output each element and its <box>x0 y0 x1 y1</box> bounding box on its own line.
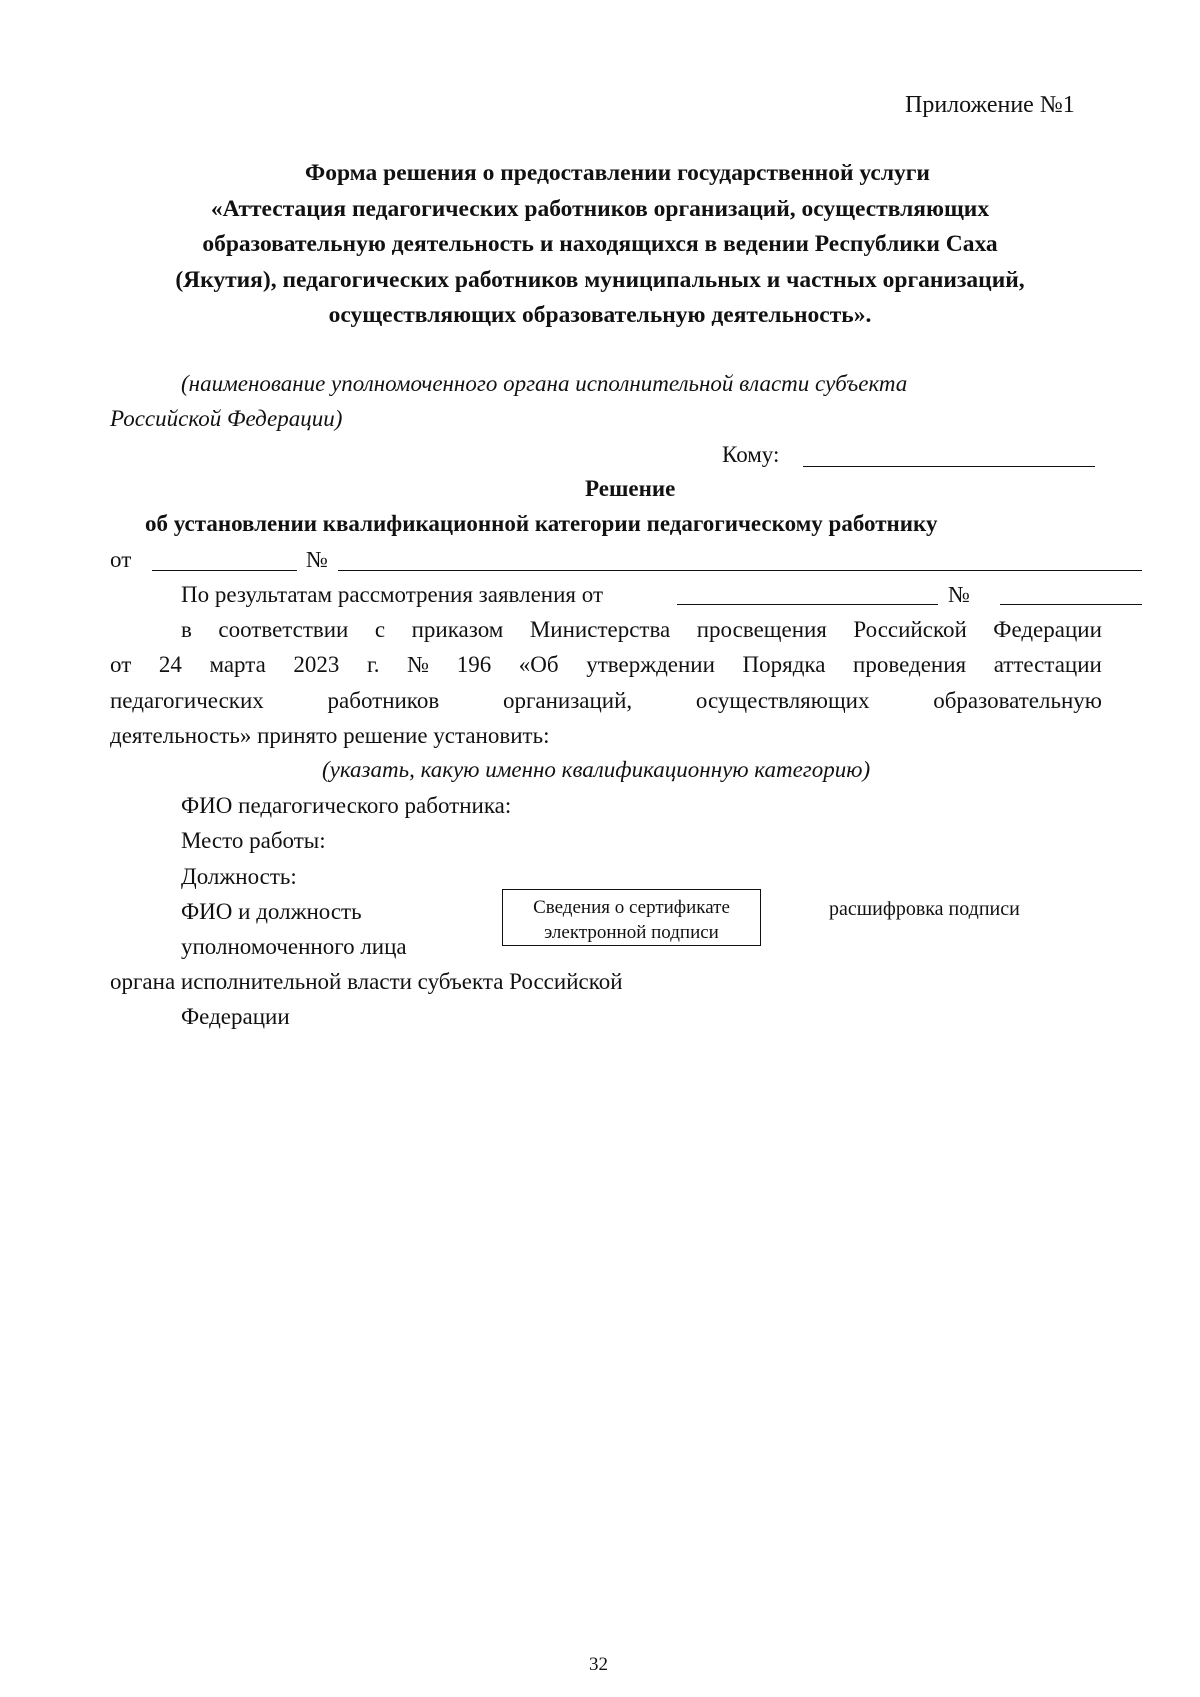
page-number: 32 <box>589 1654 608 1675</box>
to-field-line[interactable] <box>803 466 1095 467</box>
from-label: от <box>110 547 132 572</box>
official-label-line-2: уполномоченного лица <box>181 934 407 959</box>
body-line-2: от 24 марта 2023 г. № 196 «Об утверждении Порядка проведения аттестации <box>110 652 1102 677</box>
title-line-4: (Якутия), педагогических работников муниципальных и частных организаций, <box>175 267 1025 293</box>
title-line-5: осуществляющих образовательную деятельность». <box>328 302 872 328</box>
category-hint: (указать, какую именно квалификационную категорию) <box>322 757 871 782</box>
title-line-1: Форма решения о предоставлении государственной услуги <box>305 160 930 186</box>
authority-hint-line-2: Российской Федерации) <box>110 406 343 431</box>
signature-box-line-1: Сведения о сертификате <box>533 897 730 918</box>
official-label-line-3: органа исполнительной власти субъекта Российской <box>110 969 623 994</box>
to-label: Кому: <box>722 442 780 467</box>
application-number-line[interactable] <box>1000 604 1142 605</box>
signature-decoding-label: расшифровка подписи <box>829 898 1020 920</box>
teacher-name-label: ФИО педагогического работника: <box>181 793 512 818</box>
workplace-label: Место работы: <box>181 828 326 853</box>
body-line-4: деятельность» принято решение установить: <box>110 723 550 748</box>
signature-box-line-2: электронной подписи <box>544 922 719 943</box>
official-label-line-4: Федерации <box>181 1004 290 1029</box>
position-label: Должность: <box>181 864 297 889</box>
decision-heading: Решение <box>585 476 676 501</box>
date-field-line[interactable] <box>152 570 297 571</box>
appendix-label: Приложение №1 <box>905 92 1075 118</box>
review-number-sign: № <box>948 582 970 607</box>
title-line-2: «Аттестация педагогических работников организаций, осуществляющих <box>210 196 990 222</box>
authority-hint-line-1: (наименование уполномоченного органа исполнительной власти субъекта <box>181 371 908 396</box>
signature-certificate-box <box>502 889 761 946</box>
number-field-line[interactable] <box>338 570 1142 571</box>
decision-subheading: об установлении квалификационной категории педагогическому работнику <box>145 511 938 536</box>
official-label-line-1: ФИО и должность <box>181 899 362 924</box>
body-line-3: педагогических работников организаций, осуществляющих образовательную <box>110 688 1102 713</box>
title-line-3: образовательную деятельность и находящихся в ведении Республики Саха <box>202 231 998 257</box>
number-sign: № <box>306 547 328 572</box>
review-line: По результатам рассмотрения заявления от <box>181 582 603 607</box>
body-line-1: в соответствии с приказом Министерства просвещения Российской Федерации <box>181 617 1102 642</box>
application-date-line[interactable] <box>677 604 938 605</box>
